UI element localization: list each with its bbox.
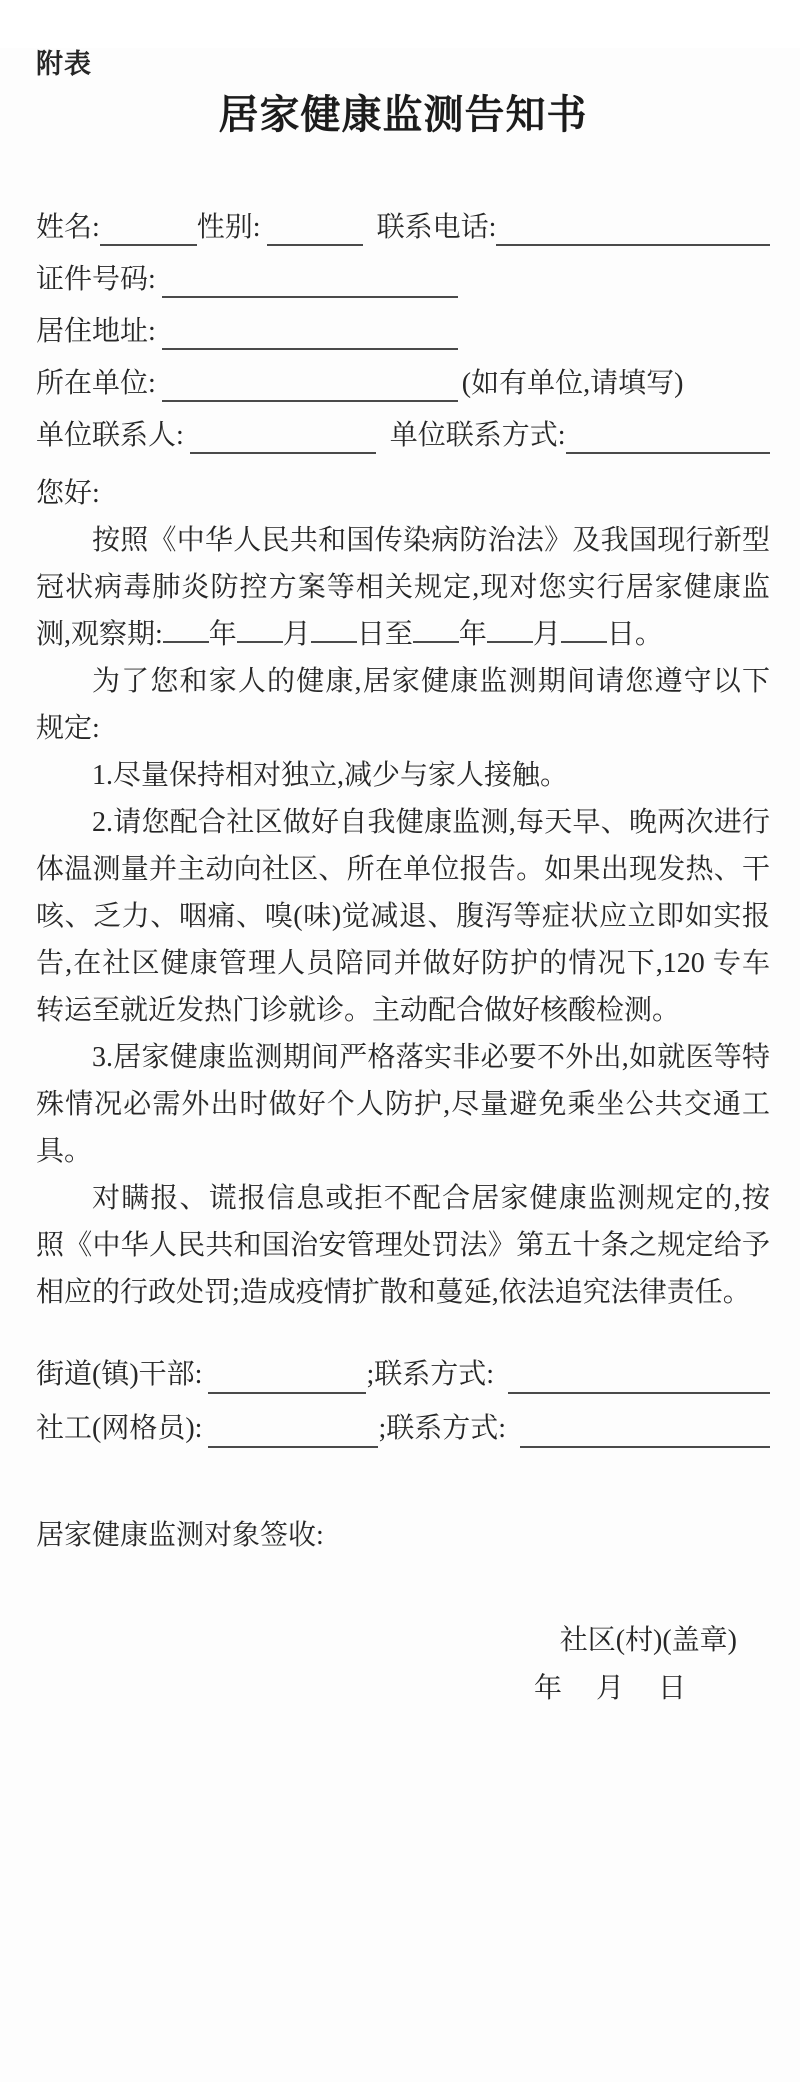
worker-separator: ; <box>378 1413 387 1444</box>
obs-end-year-blank <box>413 641 459 643</box>
unit-contact-method-blank-line <box>566 422 770 454</box>
street-cadre-label: 街道(镇)干部: <box>36 1359 203 1390</box>
social-worker-label: 社工(网格员): <box>36 1413 203 1444</box>
obs-start-year-blank <box>163 641 209 643</box>
form-row-employer <box>36 366 770 402</box>
date-year-label: 年 <box>533 1673 562 1704</box>
rule-item-1: 1.尽量保持相对独立,减少与家人接触。 <box>92 760 569 791</box>
form-row-address <box>36 314 770 350</box>
seal-label: 社区(村)(盖章) <box>559 1625 737 1656</box>
obs-end-month-blank <box>487 641 533 643</box>
form-row-identity <box>36 210 770 246</box>
name-label: 姓名: <box>36 212 100 243</box>
recipient-sign-label: 居家健康监测对象签收: <box>36 1520 324 1551</box>
gender-blank-line <box>267 214 363 246</box>
employer-blank-line <box>162 370 458 402</box>
header-form <box>36 210 770 454</box>
rule-item-3: 3.居家健康监测期间严格落实非必要不外出,如就医等特殊情况必需外出时做好个人防护,尽量避免乘坐公共交通工具。 <box>36 1042 770 1167</box>
rule-item-2: 2.请您配合社区做好自我健康监测,每天早、晚两次进行体温测量并主动向社区、所在单位报告。如果出现发热、干咳、乏力、咽痛、嗅(味)觉减退、腹泻等症状应立即如实报告,在社区健康管理人员陪同并做好防护的情况下,120 专车转运至就近发热门诊就诊。主动配合做好核酸检测。 <box>36 807 770 1026</box>
obs-start-month-blank <box>237 641 283 643</box>
intro-text: 按照《中华人民共和国传染病防治法》及我国现行新型冠状病毒肺炎防控方案等相关规定,现对您实行居家健康监测,观察期: <box>36 525 770 650</box>
address-label: 居住地址: <box>36 316 156 347</box>
signoff-section <box>36 1356 770 1448</box>
obs-start-year-label: 年 <box>208 619 237 650</box>
id-number-label: 证件号码: <box>36 264 156 295</box>
annex-label: 附表 <box>36 49 92 79</box>
obs-end-day-blank <box>561 641 607 643</box>
notice-body <box>36 470 770 1316</box>
document-title: 居家健康监测告知书 <box>218 92 588 137</box>
unit-contact-blank-line <box>190 422 376 454</box>
date-day-label: 日 <box>657 1673 686 1704</box>
date-line <box>36 1672 770 1706</box>
form-row-id-number <box>36 262 770 298</box>
phone-label: 联系电话: <box>376 212 497 243</box>
obs-end-month-label: 月 <box>532 619 561 650</box>
social-worker-contact-blank-line <box>520 1416 770 1448</box>
street-cadre-row <box>36 1356 770 1394</box>
obs-end-day-label: 日。 <box>606 619 663 650</box>
social-worker-contact-label: 联系方式: <box>386 1413 506 1444</box>
greeting-text: 您好: <box>36 478 100 509</box>
notice-document-page <box>0 48 800 2082</box>
address-blank-line <box>162 318 458 350</box>
rules-intro-paragraph: 为了您和家人的健康,居家健康监测期间请您遵守以下规定: <box>36 666 770 744</box>
obs-end-year-label: 年 <box>458 619 487 650</box>
phone-blank-line <box>496 214 770 246</box>
street-contact-blank-line <box>508 1362 770 1394</box>
intro-paragraph <box>36 517 770 658</box>
name-blank-line <box>100 214 197 246</box>
street-contact-label: 联系方式: <box>374 1359 494 1390</box>
obs-start-month-label: 月 <box>282 619 311 650</box>
social-worker-row <box>36 1410 770 1448</box>
street-cadre-blank-line <box>208 1362 366 1394</box>
id-number-blank-line <box>162 266 458 298</box>
employer-note: (如有单位,请填写) <box>461 368 684 399</box>
street-separator: ; <box>366 1359 375 1390</box>
gender-label: 性别: <box>196 212 261 243</box>
unit-contact-method-label: 单位联系方式: <box>389 420 566 451</box>
obs-start-day-label: 日至 <box>356 619 413 650</box>
date-month-label: 月 <box>595 1673 624 1704</box>
penalty-paragraph: 对瞒报、谎报信息或拒不配合居家健康监测规定的,按照《中华人民共和国治安管理处罚法》第五十条之规定给予相应的行政处罚;造成疫情扩散和蔓延,依法追究法律责任。 <box>36 1183 770 1308</box>
social-worker-blank-line <box>208 1416 378 1448</box>
obs-start-day-blank <box>311 641 357 643</box>
employer-label: 所在单位: <box>36 368 156 399</box>
unit-contact-label: 单位联系人: <box>36 420 184 451</box>
form-row-unit-contact <box>36 418 770 454</box>
